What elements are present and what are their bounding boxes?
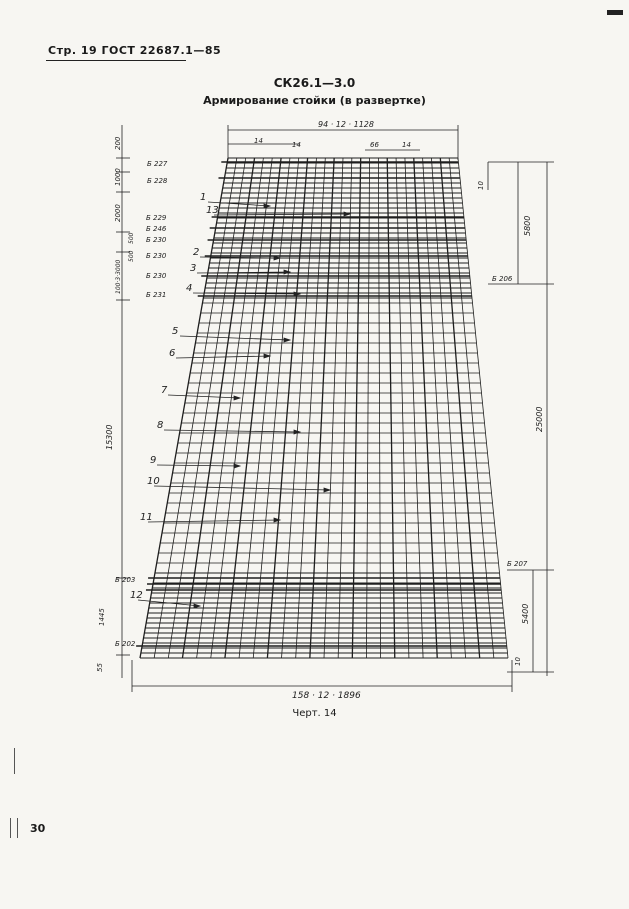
bar-mark: Б 207 xyxy=(507,560,528,568)
bar-mark: Б 229 xyxy=(146,214,167,222)
bar-mark: Б 230 xyxy=(146,272,167,280)
arrowhead xyxy=(294,430,300,434)
margin-mark xyxy=(10,818,11,838)
leader-line xyxy=(164,430,300,432)
dim-left: 2000 xyxy=(114,204,122,222)
arrowhead xyxy=(234,396,240,400)
item-number: 10 xyxy=(147,476,160,487)
bar-mark: Б 246 xyxy=(146,225,167,233)
drawing-code: СК26.1—3.0 xyxy=(273,76,356,90)
drawing-title: Армирование стойки (в развертке) xyxy=(203,94,426,107)
leader-line xyxy=(168,395,240,398)
bar-mark: Б 202 xyxy=(115,640,136,648)
bar-mark: Б 230 xyxy=(146,252,167,260)
arrowhead xyxy=(194,604,200,608)
dim-right: 5400 xyxy=(521,603,530,624)
arrowhead xyxy=(264,354,270,358)
arrowhead xyxy=(264,204,270,208)
dim-top-step: 14 xyxy=(292,141,301,149)
bar-mark: Б 231 xyxy=(146,291,167,299)
margin-mark xyxy=(14,748,15,774)
arrowhead xyxy=(284,338,290,342)
dim-left: 1445 xyxy=(98,608,106,626)
leader-line xyxy=(214,214,350,215)
leader-line xyxy=(157,465,240,466)
dim-top-step: 66 xyxy=(370,141,379,149)
bar-mark: Б 203 xyxy=(115,576,136,584)
dim-left: 200 xyxy=(114,136,122,150)
item-number: 5 xyxy=(172,326,179,337)
item-number: 7 xyxy=(161,385,168,396)
dim-top-overall: 94 · 12 · 1128 xyxy=(318,120,374,129)
leader-line xyxy=(176,356,270,358)
dim-right: 5800 xyxy=(523,215,532,236)
bar-mark: Б 230 xyxy=(146,236,167,244)
dim-left: 500 xyxy=(128,250,135,262)
page-header: Стр. 19 ГОСТ 22687.1—85 xyxy=(48,44,222,57)
item-number: 1 xyxy=(200,192,207,203)
arrowhead xyxy=(324,488,330,492)
dim-left: 1000 xyxy=(114,168,122,186)
dim-left: 55 xyxy=(96,663,104,672)
dim-right: 10 xyxy=(477,181,485,190)
dim-left: 15300 xyxy=(105,424,114,450)
bar-mark: Б 228 xyxy=(147,177,168,185)
bar-mark: Б 227 xyxy=(147,160,168,168)
leader-line xyxy=(154,486,330,490)
dim-left: 100·3·3000 xyxy=(115,259,122,294)
dimension-lines xyxy=(116,125,554,692)
item-number: 2 xyxy=(193,247,200,258)
margin-mark xyxy=(17,818,18,838)
dim-right: 10 xyxy=(514,657,522,666)
dim-top-step: 14 xyxy=(402,141,411,149)
item-number: 4 xyxy=(186,283,193,294)
item-number: 13 xyxy=(206,205,219,216)
leader-line xyxy=(148,520,280,522)
dim-bottom-overall: 158 · 12 · 1896 xyxy=(292,691,361,701)
reinforcement-grid xyxy=(136,158,508,658)
bar-mark: Б 206 xyxy=(492,275,513,283)
figure-caption: Черт. 14 xyxy=(292,708,337,719)
dim-left: 500 xyxy=(128,232,135,244)
item-number: 6 xyxy=(169,348,176,359)
item-number: 12 xyxy=(130,590,143,601)
dim-right: 25000 xyxy=(535,406,544,432)
item-number: 3 xyxy=(190,263,197,274)
item-number: 9 xyxy=(150,455,157,466)
page-number: 30 xyxy=(30,822,46,835)
item-number: 11 xyxy=(140,512,153,523)
dim-top-step: 14 xyxy=(254,137,263,145)
arrowhead xyxy=(234,464,240,468)
item-number: 8 xyxy=(157,420,164,431)
